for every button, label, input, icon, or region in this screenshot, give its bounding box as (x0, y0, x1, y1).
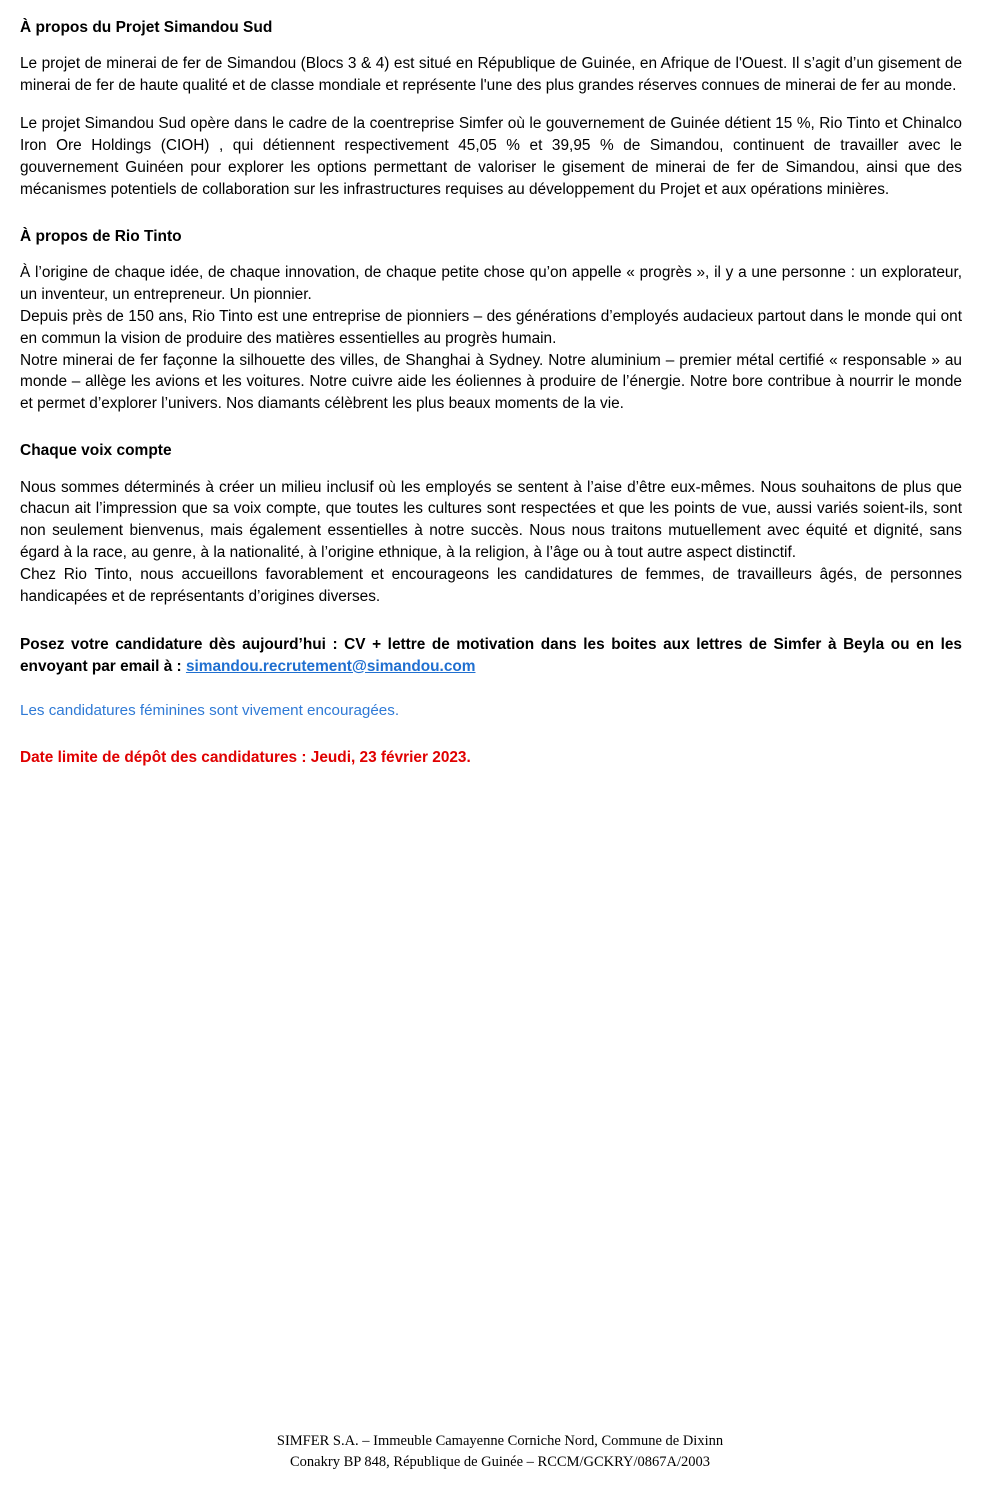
section-heading-voix: Chaque voix compte (20, 442, 172, 460)
paragraph-simandou-1: Le projet de minerai de fer de Simandou (Blocs 3 & 4) est situé en République de Guinée, en Afrique de l'Ouest. Il s’agit d’un gisement de minerai de fer de haute qualité et de classe mondiale et représente l'une des plus grandes réserves connues de minerai de fer au monde. (20, 55, 962, 95)
section-heading-simandou: À propos du Projet Simandou Sud (20, 19, 273, 36)
recruitment-email-link[interactable]: simandou.recrutement@simandou.com (185, 657, 476, 675)
paragraph-rio-tinto-1: À l’origine de chaque idée, de chaque innovation, de chaque petite chose qu’on appelle « progrès », il y a une personne : un explorateur, un inventeur, un entrepreneur. Un pionnier. (20, 264, 962, 303)
footer-line-2: Conakry BP 848, République de Guinée – RCCM/GCKRY/0867A/2003 (290, 1453, 710, 1470)
section-heading-rio-tinto: À propos de Rio Tinto (20, 227, 182, 245)
footer-line-1: SIMFER S.A. – Immeuble Camayenne Corniche Nord, Commune de Dixinn (276, 1432, 724, 1449)
paragraph-rio-tinto-3: Notre minerai de fer façonne la silhouette des villes, de Shanghai à Sydney. Notre aluminium – premier métal certifié « responsable » au monde – allège les avions et les voitures. Notre cuivre aide les éoliennes à produire de l’énergie. Notre bore contribue à nourrir le monde et permet d’explorer l’univers. Nos diamants célèbrent les plus beaux moments de la vie. (20, 351, 962, 413)
paragraph-voix-1: Nous sommes déterminés à créer un milieu inclusif où les employés se sentent à l’aise d’être eux-mêmes. Nous souhaitons de plus que chacun ait l’impression que sa voix compte, que toutes les cultures sont respectées et que les points de vue, aussi variés soient-ils, sont non seulement bienvenus, mais également essentielles à notre succès. Nous nous traitons mutuellement avec équité et dignité, sans égard à la race, au genre, à la nationalité, à l’origine ethnique, à la religion, à l’âge ou à tout autre aspect distinctif. (20, 478, 962, 562)
female-applicants-note: Les candidatures féminines sont vivement encouragées. (20, 701, 400, 719)
paragraph-voix-2: Chez Rio Tinto, nous accueillons favorablement et encourageons les candidatures de femmes, de travailleurs âgés, de personnes handicapées et de représentants d’origines diverses. (20, 566, 962, 605)
apply-instructions (20, 634, 962, 678)
page-footer (0, 1431, 1000, 1473)
paragraph-simandou-2: Le projet Simandou Sud opère dans le cadre de la coentreprise Simfer où le gouvernement de Guinée détient 15 %, Rio Tinto et Chinalco Iron Ore Holdings (CIOH) , qui détiennent respectivement 45,05 % et 39,95 % de Simandou, continuent de travailler avec le gouvernement Guinéen pour explorer les options permettant de valoriser le gisement de minerai de fer de Simandou, ainsi que des mécanismes potentiels de collaboration sur les infrastructures requises au développement du Projet et aux opérations minières. (20, 115, 962, 198)
apply-text: Posez votre candidature dès aujourd’hui : CV + lettre de motivation dans les boites aux lettres de Simfer à Beyla ou en les envoyant par email à : (20, 635, 962, 675)
application-deadline: Date limite de dépôt des candidatures : Jeudi, 23 février 2023. (20, 748, 471, 766)
paragraph-rio-tinto-2: Depuis près de 150 ans, Rio Tinto est une entreprise de pionniers – des générations d’employés audacieux partout dans le monde qui ont en commun la vision de produire des matières essentielles au progrès humain. (20, 307, 962, 347)
